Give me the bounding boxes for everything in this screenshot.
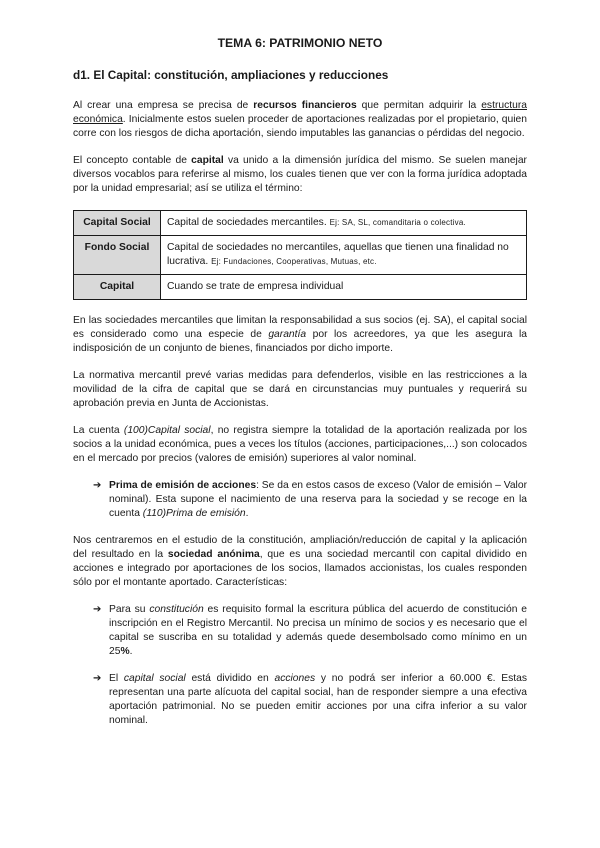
- bold-term: Prima de emisión de acciones: [109, 480, 257, 491]
- page-title: TEMA 6: PATRIMONIO NETO: [217, 36, 383, 50]
- text-run: .: [129, 646, 133, 657]
- text-run: que permitan adquirir la: [356, 100, 482, 111]
- bullet-text: [109, 672, 527, 728]
- underlined-term: estructura económica: [73, 100, 527, 125]
- text-run: .: [245, 508, 249, 519]
- paragraph-account-100: [73, 424, 527, 466]
- arrow-icon: ➔: [93, 604, 102, 615]
- example-text: Ej: SA, SL, comanditaria o colectiva.: [329, 218, 466, 227]
- table-row: [74, 275, 527, 300]
- text-run: está dividido en: [185, 673, 275, 684]
- italic-term: (110)Prima de emisión: [142, 508, 246, 519]
- desc-text: Capital de sociedades mercantiles.: [167, 217, 330, 228]
- paragraph-intro: [73, 99, 527, 141]
- bullet-text: [109, 479, 527, 521]
- table-desc: [161, 236, 527, 275]
- italic-term: garantía: [268, 329, 307, 340]
- text-run: Nos centraremos en el estudio de la constitución, ampliación/reducción de capital y la aplicación del resultado en la: [73, 535, 527, 560]
- text-run: : Se da en estos casos de exceso (Valor de emisión – Valor nominal). Esta supone el nacimiento de una reserva para la sociedad y se recoge en la cuenta: [109, 480, 527, 519]
- text-run: Al crear una empresa se precisa de: [73, 100, 254, 111]
- table-term: Fondo Social: [74, 236, 161, 275]
- bold-term: %: [120, 646, 130, 657]
- table-desc: [161, 275, 527, 300]
- text-run: es requisito formal la escritura pública del acuerdo de constitución e inscripción en el Registro Mercantil. No precisa un mínimo de socios y es necesario que el capital se suscriba en su totalidad y además quede desembolsado como mínimo en un 25: [109, 604, 527, 657]
- arrow-icon: ➔: [93, 673, 102, 684]
- paragraph-regulation: La normativa mercantil prevé varias medidas para defenderlos, visible en las restricciones a la movilidad de la cifra de capital que se dará en circunstancias muy puntuales y requerirá su aprobación previa en Junta de Accionistas.: [73, 370, 527, 409]
- bold-term: recursos financieros: [253, 100, 357, 111]
- italic-term: constitución: [149, 604, 204, 615]
- text-run: Para su: [109, 604, 150, 615]
- bullet-item: [73, 672, 527, 728]
- text-run: La cuenta: [73, 425, 124, 436]
- desc-text: Cuando se trate de empresa individual: [167, 281, 344, 292]
- example-text: Ej: Fundaciones, Cooperativas, Mutuas, etc.: [211, 257, 377, 266]
- desc-text: Capital de sociedades no mercantiles, aquellas que tienen una finalidad no lucrativa.: [167, 242, 509, 267]
- table-term: Capital: [74, 275, 161, 300]
- arrow-icon: ➔: [93, 480, 102, 491]
- text-run: va unido a la dimensión jurídica del mismo. Se suelen manejar diversos vocablos para referirse al mismo, los cuales tienen que ver con la forma jurídica adoptada por la unidad empresarial; así se utiliza el término:: [73, 155, 527, 194]
- bullet-text: [109, 603, 527, 659]
- bullet-item: [73, 479, 527, 521]
- text-run: En las sociedades mercantiles que limitan la responsabilidad a sus socios (ej. SA), el capital social es considerado como una especie de: [73, 315, 527, 340]
- paragraph-capital-concept: [73, 154, 527, 196]
- table-row: [74, 236, 527, 275]
- italic-term: acciones: [274, 673, 316, 684]
- paragraph-sociedad-anonima: [73, 534, 527, 590]
- text-run: y no podrá ser inferior a 60.000 €. Estas representan una parte alícuota del capital social, han de responder siempre a una efectiva aportación patrimonial. No se pueden emitir acciones por una cifra inferior a su valor nominal.: [109, 673, 527, 726]
- text-run: El concepto contable de: [73, 155, 192, 166]
- text-run: por los acreedores, ya que les asegura la indisposición de un conjunto de bienes, financiados por dicho importe.: [73, 329, 528, 354]
- text-run: . Inicialmente estos suelen proceder de aportaciones realizadas por el propietario, quien corre con los riesgos de dicha aportación, siendo imputables las ganancias o pérdidas del negocio.: [73, 114, 527, 139]
- table-row: [74, 211, 527, 236]
- section-heading: d1. El Capital: constitución, ampliaciones y reducciones: [73, 68, 389, 82]
- text-run: El: [109, 673, 124, 684]
- text-run: , no registra siempre la totalidad de la aportación realizada por los socios a la unidad económica, pues a veces los títulos (acciones, participaciones,...) son colocados en el mercado por precios (valores de emisión) superiores al valor nominal.: [73, 425, 528, 464]
- table-desc: [161, 211, 527, 236]
- document-page: [73, 36, 527, 741]
- italic-term: capital social: [123, 673, 186, 684]
- capital-terms-table: [73, 210, 527, 300]
- text-run: , que es una sociedad mercantil con capital dividido en acciones e integrado por aportaciones de los socios, llamados accionistas, los cuales responden sólo por el montante aportado. Características:: [73, 549, 527, 588]
- italic-term: (100)Capital social: [123, 425, 211, 436]
- paragraph-guarantee: [73, 314, 527, 356]
- bold-term: sociedad anónima: [167, 549, 260, 560]
- table-term: Capital Social: [74, 211, 161, 236]
- bullet-item: [73, 603, 527, 659]
- bold-term: capital: [191, 155, 224, 166]
